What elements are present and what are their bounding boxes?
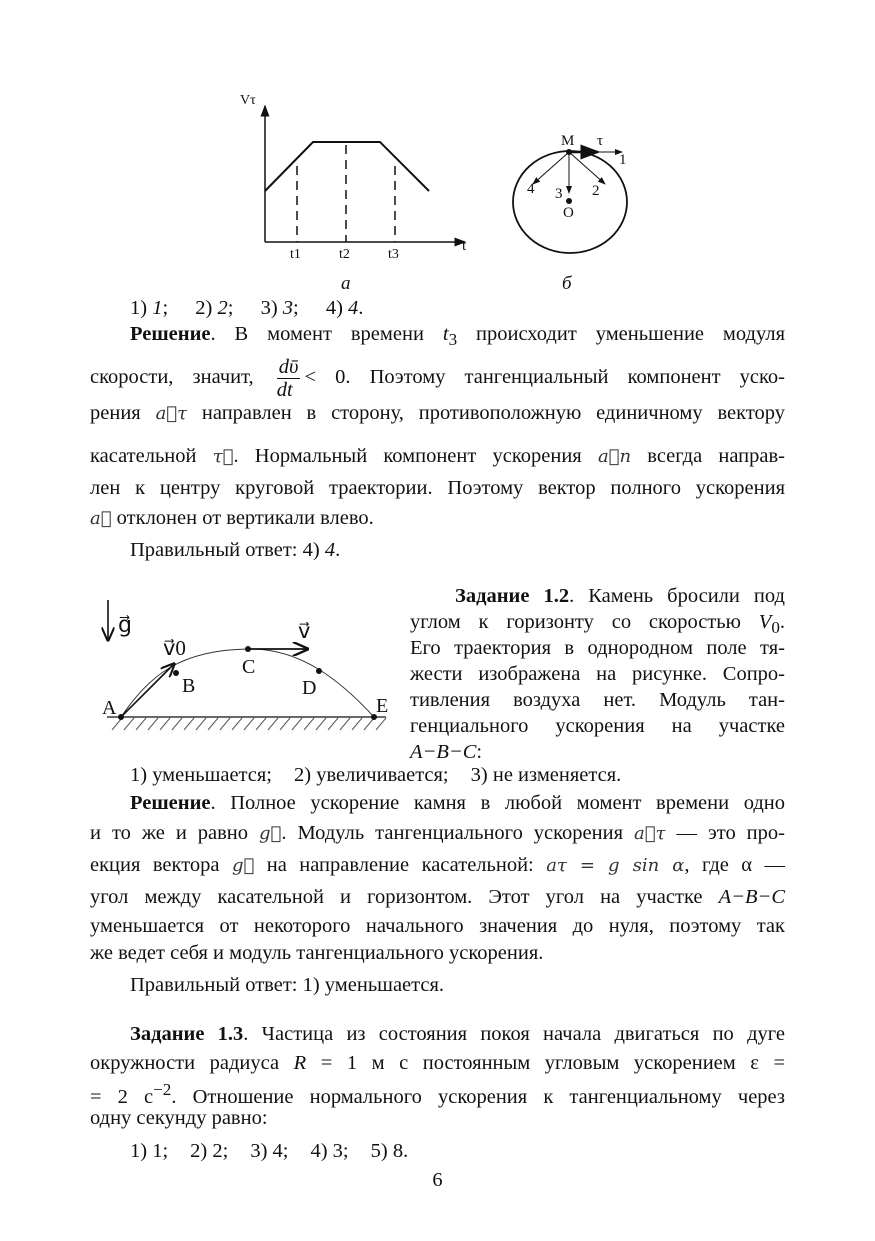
task1-2-line: жести изображена на рисунке. Сопро-: [410, 663, 785, 685]
point-m: [566, 149, 572, 155]
label-1: 1: [619, 152, 627, 168]
solution-1-1-line: a⃗ отклонен от вертикали влево.: [90, 507, 374, 529]
velocity-curve: [265, 142, 429, 191]
solution-1-1-line: Решение. В момент времени $t_3$ происходит уменьшение модуля: [130, 323, 785, 350]
point-a: [118, 714, 124, 720]
point-d: [316, 668, 322, 674]
solution-1-2-line: екция вектора g⃗ на направление касательной: aτ = g sin α, где α —: [90, 854, 785, 876]
figure-1: [0, 0, 875, 300]
g-label: g⃗: [118, 612, 132, 637]
point-c: [245, 646, 251, 652]
task1-2-title-line: Задание 1.2. Камень бросили под: [455, 585, 785, 607]
task1-3-title-line: Задание 1.3. Частица из состояния покоя начала двигаться по дуге: [130, 1023, 785, 1045]
task1-3-line: = 2 $с^{-2}$. Отношение нормального ускорения к тангенциальному через: [90, 1080, 785, 1108]
label-e: E: [376, 695, 389, 717]
solution-1-1-line: скорости, значит, $\frac{\text{dῡ}}{dt}$ < 0. Поэтому тангенциальный компонент уско-: [90, 356, 786, 401]
arrow-4: [533, 152, 569, 184]
caption-b: б: [562, 273, 572, 294]
tick-t3: t3: [388, 247, 399, 262]
x-axis-label: t: [462, 238, 467, 254]
label-2: 2: [592, 183, 600, 199]
task1-2-line: A−B−C:: [410, 741, 483, 763]
solution-1-2-line: Решение. Полное ускорение камня в любой момент времени одно: [130, 792, 785, 814]
solution-1-2-line: уменьшается от некоторого начального значения до нуля, поэтому так: [90, 915, 785, 937]
solution-1-1-line: лен к центру круговой траектории. Поэтому вектор полного ускорения: [90, 477, 785, 499]
task1-2-line: генциального ускорения на участке: [410, 715, 785, 737]
label-4: 4: [527, 181, 535, 197]
v-label: v⃗: [298, 619, 311, 643]
task1-2-options: 1) уменьшается; 2) увеличивается; 3) не изменяется.: [130, 764, 622, 786]
label-o: O: [563, 205, 574, 221]
derivative-fraction: $\frac{\text{dῡ}}{dt}$: [276, 356, 299, 401]
label-3: 3: [555, 186, 563, 202]
arrow-2: [569, 152, 605, 184]
solution-1-1-line: касательной τ⃗. Нормальный компонент ускорения a⃗n всегда направ-: [90, 445, 785, 467]
task1-3-options: 1) 1; 2) 2; 3) 4; 4) 3; 5) 8.: [130, 1140, 409, 1162]
v0-arrow: [121, 664, 174, 717]
task1-2-line: углом к горизонту со скоростью $V_0$.: [410, 611, 785, 638]
label-d: D: [302, 677, 317, 699]
page-number: 6: [432, 1169, 443, 1191]
task1-2-line: Его траектория в однородном поле тя-: [410, 637, 785, 659]
solution-1-1-line: рения a⃗τ направлен в сторону, противоположную единичному вектору: [90, 402, 785, 424]
center-o: [566, 198, 572, 204]
label-tau: τ: [597, 133, 604, 149]
v0-label: v⃗0: [163, 636, 186, 660]
label-c: C: [242, 656, 256, 678]
task1-3-line: окружности радиуса R = 1 м с постоянным угловым ускорением ε =: [90, 1052, 786, 1074]
task1-1-options: 1) 1; 2) 2; 3) 3; 4) 4.: [130, 297, 364, 319]
tick-t1: t1: [290, 247, 301, 262]
answer-1-1: Правильный ответ: 4) 4.: [130, 539, 341, 561]
task1-2-line: тивления воздуха нет. Модуль тан-: [410, 689, 785, 711]
solution-1-2-line: угол между касательной и горизонтом. Этот угол на участке A−B−C: [90, 886, 785, 908]
label-b: B: [182, 675, 196, 697]
projectile-figure: [0, 580, 410, 750]
answer-1-2: Правильный ответ: 1) уменьшается.: [130, 974, 445, 996]
label-a: A: [102, 697, 117, 719]
ground-hatching: [112, 718, 386, 730]
caption-a: а: [341, 273, 351, 294]
y-axis-label: Vτ: [240, 93, 256, 108]
task1-3-line: одну секунду равно:: [90, 1107, 268, 1129]
point-b: [173, 670, 179, 676]
solution-1-2-line: и то же и равно g⃗. Модуль тангенциального ускорения a⃗τ — это про-: [90, 822, 785, 844]
solution-1-2-line: же ведет себя и модуль тангенциального ускорения.: [90, 942, 544, 964]
tick-t2: t2: [339, 247, 350, 262]
label-m: M: [561, 133, 575, 149]
